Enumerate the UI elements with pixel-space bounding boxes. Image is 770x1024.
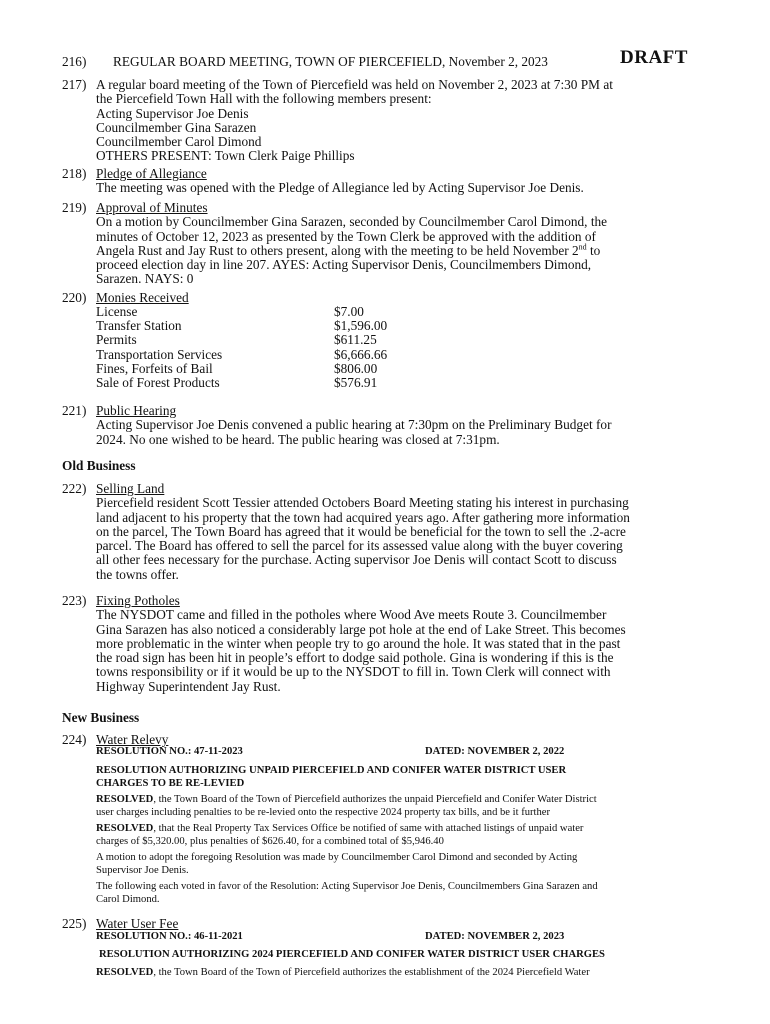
motion-line: A motion to adopt the foregoing Resolution was made by Councilmember Carol Dimond and seconded by Acting (96, 852, 578, 863)
text-run: , that the Real Property Tax Services Office be notified of same with attached listings of unpaid water (153, 823, 584, 834)
paragraph-line: 2024. No one wished to be heard. The public hearing was closed at 7:31pm. (96, 431, 500, 447)
resolved-keyword: RESOLVED (96, 823, 154, 834)
paragraph-line: the road sign has been hit in people’s effort to dodge said pothole. Gina is wondering if this is the (96, 650, 614, 666)
monies-label: License (96, 304, 138, 319)
resolution-date: DATED: NOVEMBER 2, 2023 (425, 931, 565, 942)
paragraph-line: proceed election day in line 207. AYES: Acting Supervisor Denis, Councilmembers Dimond, (96, 257, 592, 273)
resolution-title-line: RESOLUTION AUTHORIZING UNPAID PIERCEFIELD AND CONIFER WATER DISTRICT USER (96, 765, 567, 776)
monies-amount: $611.25 (334, 332, 377, 348)
resolved-keyword: RESOLVED (96, 794, 154, 805)
resolved-line (96, 822, 706, 835)
monies-label: Transportation Services (96, 346, 223, 362)
resolution-title-line: CHARGES TO BE RE-LEVIED (96, 778, 245, 790)
paragraph-line: all other fees necessary for the purchase. Acting supervisor Joe Denis will contact Scott to discuss (96, 552, 617, 568)
document-title: REGULAR BOARD MEETING, TOWN OF PIERCEFIELD, November 2, 2023 (113, 54, 548, 69)
resolution-date: DATED: NOVEMBER 2, 2022 (425, 746, 565, 757)
paragraph-line: The NYSDOT came and filled in the potholes where Wood Ave meets Route 3. Councilmember (96, 607, 607, 623)
paragraph-line: on the parcel, The Town Board has agreed that it would be beneficial for the town to sell the .2-acre (96, 523, 626, 539)
section-title: Water User Fee (96, 916, 179, 931)
text-run: , the Town Board of the Town of Piercefield authorizes the unpaid Piercefield and Conifer Water District (153, 794, 597, 805)
item-number: 219) (62, 200, 87, 215)
resolved-line: user charges including penalties to be re-levied onto the respective 2024 property tax bills, and be it further (96, 807, 551, 819)
paragraph-line: Acting Supervisor Joe Denis convened a public hearing at 7:30pm on the Preliminary Budget for (96, 417, 612, 433)
resolution-number: RESOLUTION NO.: 46-11-2021 (96, 931, 243, 942)
resolved-clause (96, 822, 706, 849)
item-number: 216) (62, 54, 87, 69)
paragraph-line: minutes of October 12, 2023 as presented by the Town Clerk be approved with the addition of (96, 228, 596, 244)
text-run: , the Town Board of the Town of Piercefield authorizes the establishment of the 2024 Piercefield Water (153, 967, 590, 978)
item-number: 220) (62, 290, 87, 305)
paragraph (96, 496, 711, 582)
potholes-section (96, 594, 711, 694)
monies-row (96, 362, 387, 376)
section-title: Public Hearing (96, 403, 177, 418)
section-title: Selling Land (96, 481, 165, 496)
resolved-keyword: RESOLVED (96, 967, 154, 978)
resolution-title: RESOLUTION AUTHORIZING 2024 PIERCEFIELD AND CONIFER WATER DISTRICT USER CHARGES (99, 949, 605, 960)
monies-amount: $806.00 (334, 360, 378, 376)
member-line: Councilmember Carol Dimond (96, 134, 262, 150)
monies-row (96, 348, 387, 362)
superscript: nd (578, 242, 587, 252)
item-number: 221) (62, 403, 87, 418)
new-business-heading: New Business (62, 710, 140, 725)
paragraph-line: parcel. The Board has offered to sell the parcel for its assessed value along with the buyer covering (96, 538, 623, 554)
monies-table (96, 305, 387, 390)
resolution-number: RESOLUTION NO.: 47-11-2023 (96, 746, 243, 757)
paragraph (96, 608, 711, 694)
item-number: 225) (62, 916, 87, 931)
paragraph-line: Piercefield resident Scott Tessier attended Octobers Board Meeting stating his interest in purchasing (96, 495, 629, 511)
old-business-heading: Old Business (62, 458, 136, 473)
draft-watermark: DRAFT (620, 47, 688, 68)
member-line: Councilmember Gina Sarazen (96, 119, 257, 135)
attendance-section (96, 78, 711, 164)
resolved-line: charges of $5,320.00, plus penalties of $626.40, for a combined total of $5,946.40 (96, 836, 444, 848)
paragraph-line: On a motion by Councilmember Gina Sarazen, seconded by Councilmember Carol Dimond, the (96, 214, 608, 230)
monies-row (96, 319, 387, 333)
resolved-line (96, 793, 706, 806)
motion-line: Supervisor Joe Denis. (96, 865, 189, 877)
paragraph-line: land adjacent to his property that the town had acquired years ago. After gathering more information (96, 509, 630, 525)
paragraph-line: the Piercefield Town Hall with the following members present: (96, 91, 432, 107)
resolution-title (96, 764, 706, 791)
paragraph-line: Sarazen. NAYS: 0 (96, 271, 194, 287)
paragraph-line: Highway Superintendent Jay Rust. (96, 678, 281, 694)
paragraph-line: more problematic in the winter when people try to go around the hole. It was stated that in the past (96, 635, 621, 651)
monies-amount: $576.91 (334, 375, 378, 391)
section-title: Water Relevy (96, 732, 169, 747)
item-number: 223) (62, 593, 87, 608)
pledge-section (96, 167, 711, 196)
section-title: Monies Received (96, 290, 189, 305)
monies-label: Transfer Station (96, 318, 182, 334)
member-line: Acting Supervisor Joe Denis (96, 105, 249, 121)
vote-line: The following each voted in favor of the Resolution: Acting Supervisor Joe Denis, Councilmembers Gina Sarazen and (96, 881, 598, 892)
selling-land-section (96, 482, 711, 582)
paragraph-line: Gina Sarazen has also noticed a considerably large pot hole at the end of Lake Street. This becomes (96, 621, 626, 637)
paragraph-line: A regular board meeting of the Town of Piercefield was held on November 2, 2023 at 7:30 PM at (96, 77, 613, 92)
text-run: Angela Rust and Jay Rust to others present, along with the meeting to be held November 2 (96, 242, 579, 258)
section-title: Approval of Minutes (96, 200, 208, 215)
resolved-clause (96, 966, 706, 979)
monies-amount: $6,666.66 (334, 346, 388, 362)
monies-row (96, 305, 387, 319)
paragraph-line: the towns offer. (96, 566, 179, 582)
paragraph-line (96, 244, 711, 258)
item-number: 222) (62, 481, 87, 496)
vote-line: Carol Dimond. (96, 894, 160, 906)
motion-text (96, 851, 706, 878)
monies-amount: $7.00 (334, 304, 364, 319)
paragraph-line: The meeting was opened with the Pledge of Allegiance led by Acting Supervisor Joe Denis. (96, 180, 584, 196)
monies-label: Sale of Forest Products (96, 375, 220, 391)
monies-label: Permits (96, 332, 137, 348)
resolved-line (96, 966, 706, 979)
vote-text (96, 880, 706, 907)
monies-row (96, 376, 387, 390)
section-title: Fixing Potholes (96, 593, 180, 608)
monies-label: Fines, Forfeits of Bail (96, 360, 213, 376)
item-number: 224) (62, 732, 87, 747)
minutes-section (96, 201, 711, 287)
item-number: 218) (62, 166, 87, 181)
resolved-clause (96, 793, 706, 820)
item-number: 217) (62, 77, 87, 92)
text-run: to (586, 242, 601, 258)
public-hearing-section (96, 404, 711, 447)
others-present: OTHERS PRESENT: Town Clerk Paige Phillips (96, 148, 355, 164)
monies-amount: $1,596.00 (334, 318, 388, 334)
paragraph-line: towns responsibility or if it would be up to the NYSDOT to fill in. Town Clerk will connect with (96, 664, 611, 680)
monies-title-wrap (96, 291, 711, 305)
monies-row (96, 333, 387, 347)
section-title: Pledge of Allegiance (96, 166, 207, 181)
